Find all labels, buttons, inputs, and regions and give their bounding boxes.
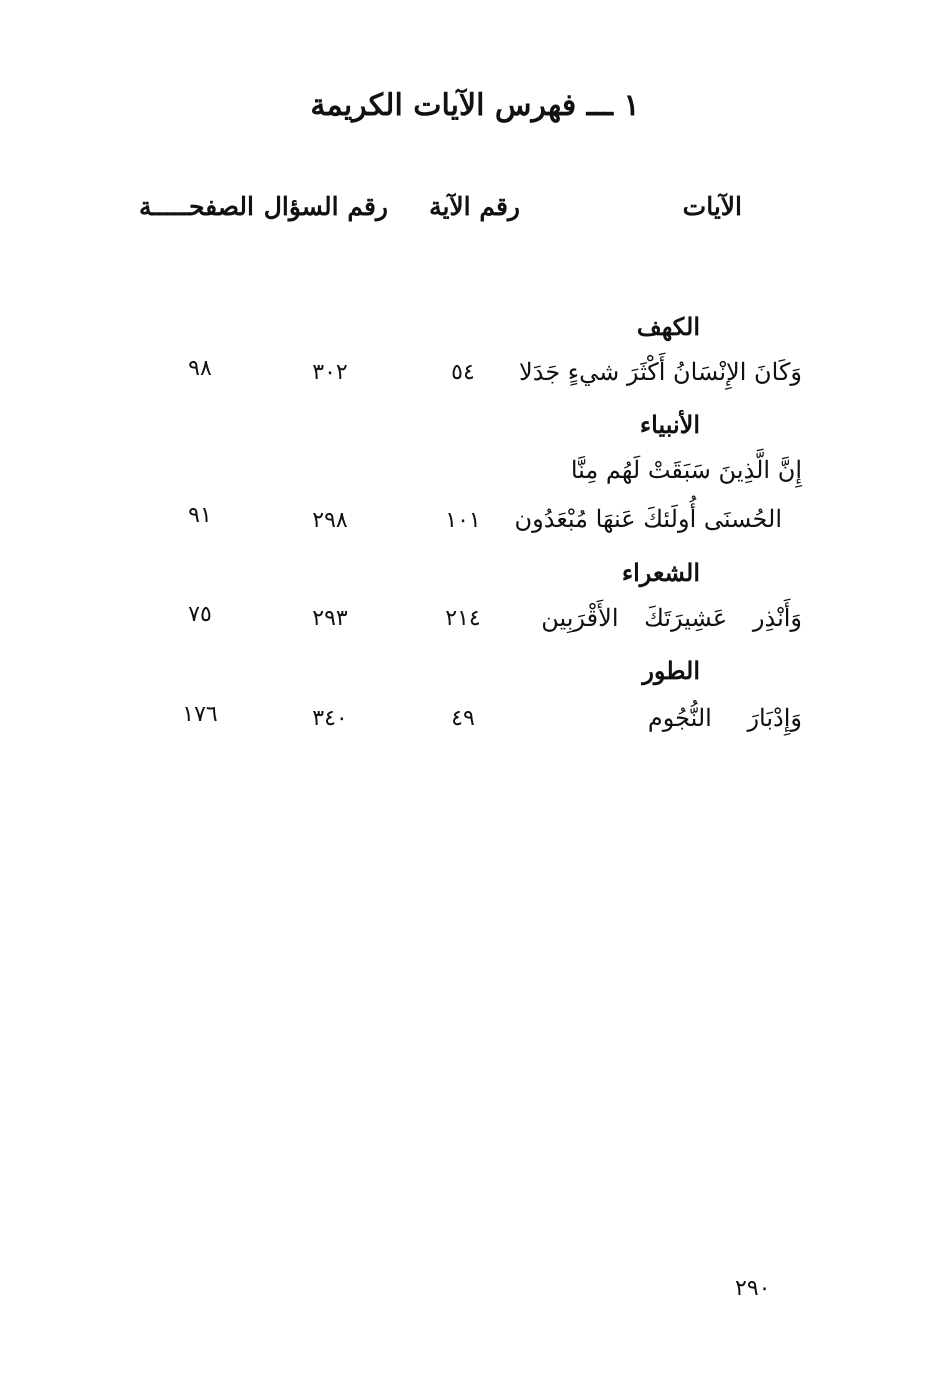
page-number: ٢٩٠ [735,1276,771,1301]
verse-number: ٤٩ [451,706,475,731]
page-title: ١ ـــ فهرس الآيات الكريمة [310,88,640,123]
verse-text: الحُسنَى أُولَئكَ عَنهَا مُبْعَدُون [514,505,782,533]
verse-text: إِنَّ الَّذِينَ سَبَقَتْ لَهُم مِنَّا [570,456,802,484]
page-reference: ٧٥ [188,602,212,627]
column-header-verses: الآيات [682,192,742,221]
verse-text: وَإِدْبَارَ النُّجُوم [647,704,802,732]
surah-heading: الطور [642,656,700,685]
surah-heading: الأنبياء [639,410,700,439]
question-number: ٢٩٣ [312,606,348,631]
verse-number: ٥٤ [451,360,475,385]
verse-number: ٢١٤ [445,606,481,631]
page-reference: ٩٨ [188,356,212,381]
surah-heading: الكهف [636,312,700,341]
verse-number: ١٠١ [445,508,481,533]
page-reference: ٩١ [188,503,212,528]
page-reference: ١٧٦ [182,702,218,727]
question-number: ٣٠٢ [312,360,348,385]
verse-text: وَأَنْذِر عَشِيرَتَكَ الأَقْرَبِين [541,604,802,632]
question-number: ٣٤٠ [312,706,348,731]
verse-text: وَكَانَ الإِنْسَانُ أَكْثَرَ شيءٍ جَدَلا [519,358,802,386]
surah-heading: الشعراء [621,558,700,587]
question-number: ٢٩٨ [312,508,348,533]
column-header-verse-number: رقم الآية [429,192,520,221]
column-header-page: الصفحـــــة [138,192,254,221]
column-header-question-number: رقم السؤال [263,192,388,221]
